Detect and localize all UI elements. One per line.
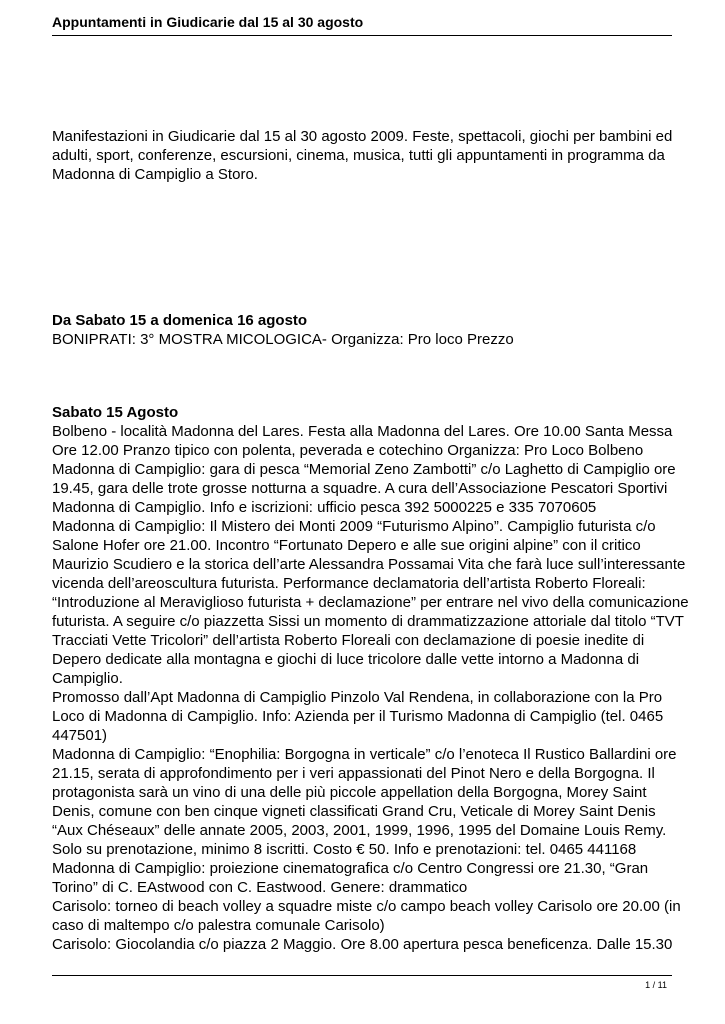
section-line: “Aux Chéseaux” delle annate 2005, 2003, 2001, 1999, 1996, 1995 del Domaine Louis Remy. bbox=[52, 822, 667, 839]
section-line: Ore 12.00 Pranzo tipico con polenta, peverada e cotechino Organizza: Pro Loco Bolbeno bbox=[52, 442, 644, 459]
section-heading: Sabato 15 Agosto bbox=[52, 404, 179, 421]
section-line: Carisolo: Giocolandia c/o piazza 2 Maggio. Ore 8.00 apertura pesca beneficenza. Dalle 15.30 bbox=[52, 936, 673, 953]
section-line: futurista. A seguire c/o piazzetta Sissi un momento di drammatizzazione attoriale dal titolo “TVT bbox=[52, 613, 684, 630]
section-line: Madonna di Campiglio: proiezione cinematografica c/o Centro Congressi ore 21.30, “Gran bbox=[52, 860, 649, 877]
section-line: BONIPRATI: 3° MOSTRA MICOLOGICA- Organizza: Pro loco Prezzo bbox=[52, 331, 514, 348]
section-line: Maurizio Scudiero e la storica dell’arte Alessandra Possamai Vita che farà luce sull’interessante bbox=[52, 556, 686, 573]
section-line: vicenda dell’areoscultura futurista. Performance declamatoria dell’artista Roberto Floreali: bbox=[52, 575, 646, 592]
section-heading: Da Sabato 15 a domenica 16 agosto bbox=[52, 312, 308, 329]
intro-paragraph bbox=[52, 127, 677, 184]
section-line: Salone Hofer ore 21.00. Incontro “Fortunato Depero e alle sue origini alpine” con il critico bbox=[52, 537, 641, 554]
section-line: Madonna di Campiglio: gara di pesca “Memorial Zeno Zambotti” c/o Laghetto di Campiglio ore bbox=[52, 461, 676, 478]
section-line: “Introduzione al Meraviglioso futurista + declamazione” per entrare nel vivo della comunicazione bbox=[52, 594, 689, 611]
section-line: Campiglio. bbox=[52, 670, 123, 687]
section-line: 19.45, gara delle trote grosse notturna a squadre. A cura dell’Associazione Pescatori Sportivi bbox=[52, 480, 668, 497]
page-number: 1 / 11 bbox=[645, 980, 667, 990]
section-line: Promosso dall’Apt Madonna di Campiglio Pinzolo Val Rendena, in collaborazione con la Pro bbox=[52, 689, 663, 706]
section-line: Denis, comune con ben cinque vigneti classificati Grand Cru, Veticale di Morey Saint Denis bbox=[52, 803, 656, 820]
section-line: 447501) bbox=[52, 727, 108, 744]
intro-line: Madonna di Campiglio a Storo. bbox=[52, 166, 258, 183]
footer-divider bbox=[52, 975, 672, 976]
section-line: Depero dedicate alla montagna e giochi di luce tricolore dalle vette intorno a Madonna di bbox=[52, 651, 640, 668]
section-line: Carisolo: torneo di beach volley a squadre miste c/o campo beach volley Carisolo ore 20.00 (in bbox=[52, 898, 681, 915]
section-15-16-agosto bbox=[52, 311, 677, 349]
intro-line: Manifestazioni in Giudicarie dal 15 al 30 agosto 2009. Feste, spettacoli, giochi per bambini ed bbox=[52, 128, 673, 145]
page-header-title: Appuntamenti in Giudicarie dal 15 al 30 agosto bbox=[52, 14, 364, 30]
header-divider bbox=[52, 35, 672, 36]
section-line: Bolbeno - località Madonna del Lares. Festa alla Madonna del Lares. Ore 10.00 Santa Messa bbox=[52, 423, 673, 440]
section-sabato-15-agosto bbox=[52, 403, 689, 954]
section-line: 21.15, serata di approfondimento per i veri appassionati del Pinot Nero e della Borgogna. Il bbox=[52, 765, 655, 782]
section-line: Loco di Madonna di Campiglio. Info: Azienda per il Turismo Madonna di Campiglio (tel. 0465 bbox=[52, 708, 664, 725]
section-line: protagonista sarà un vino di una delle più piccole appellation della Borgogna, Morey Saint bbox=[52, 784, 647, 801]
section-line: Tracciati Vette Tricolori” dell’artista Roberto Floreali con declamazione di poesie inedite di bbox=[52, 632, 645, 649]
section-line: Madonna di Campiglio: “Enophilia: Borgogna in verticale” c/o l’enoteca Il Rustico Ballardini ore bbox=[52, 746, 677, 763]
section-line: Madonna di Campiglio. Info e iscrizioni: ufficio pesca 392 5000225 e 335 7070605 bbox=[52, 499, 597, 516]
intro-line: adulti, sport, conferenze, escursioni, cinema, musica, tutti gli appuntamenti in programma da bbox=[52, 147, 665, 164]
section-line: Torino” di C. EAstwood con C. Eastwood. Genere: drammatico bbox=[52, 879, 468, 896]
section-line: Madonna di Campiglio: Il Mistero dei Monti 2009 “Futurismo Alpino”. Campiglio futurista c/o bbox=[52, 518, 656, 535]
section-line: Solo su prenotazione, minimo 8 iscritti. Costo € 50. Info e prenotazioni: tel. 0465 441168 bbox=[52, 841, 637, 858]
section-line: caso di maltempo c/o palestra comunale Carisolo) bbox=[52, 917, 385, 934]
